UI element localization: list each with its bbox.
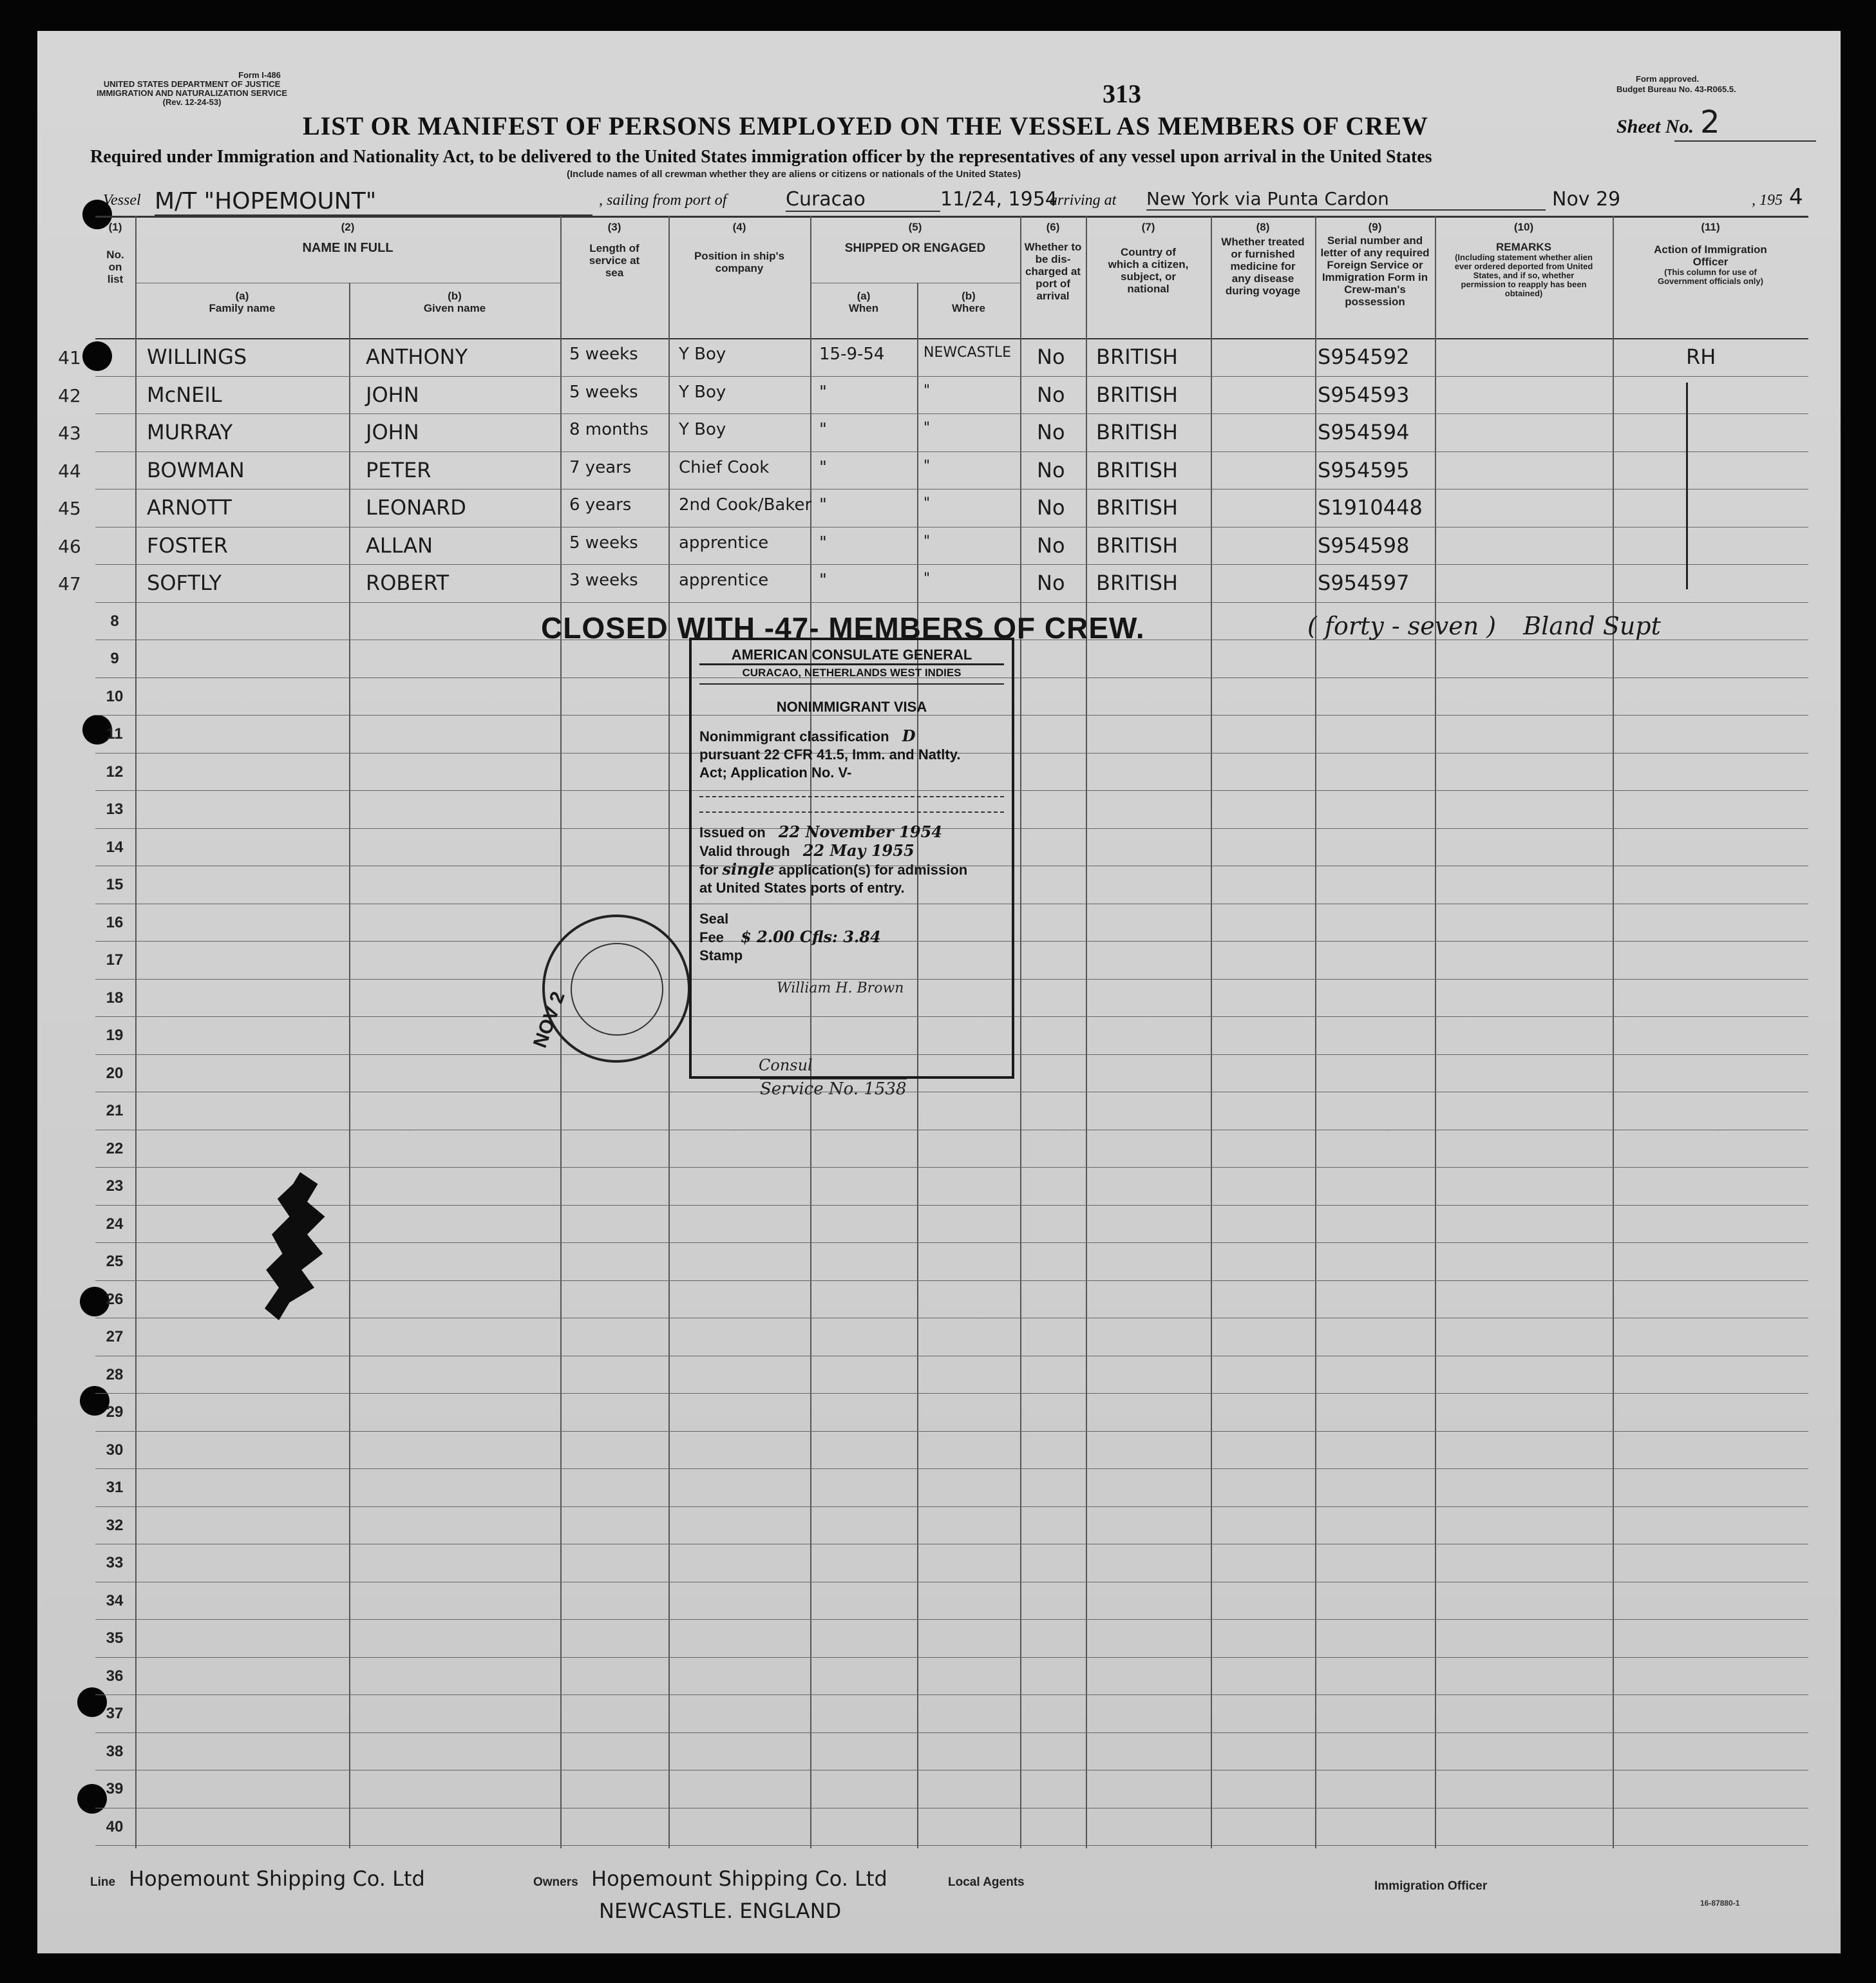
- header-col-9-label: Serial number and letter of any required Foreign Service or Immigration Form in Crew-man's possession: [1320, 234, 1430, 308]
- row-number: 17: [106, 951, 124, 969]
- crew-where: ": [924, 533, 931, 549]
- crew-serial: S954597: [1318, 571, 1410, 595]
- vessel-label: Vessel: [103, 192, 141, 209]
- crew-serial: S954592: [1318, 345, 1410, 369]
- crew-country: BRITISH: [1096, 533, 1178, 558]
- crew-serial: S954598: [1318, 533, 1410, 558]
- header-col-9: [1315, 221, 1435, 308]
- row-number: 18: [106, 989, 124, 1007]
- page-title: LIST OR MANIFEST OF PERSONS EMPLOYED ON THE VESSEL AS MEMBERS OF CREW: [303, 111, 1428, 140]
- stamp-valid: [699, 842, 1004, 860]
- sailing-port: Curacao: [786, 188, 940, 212]
- row-number: 31: [106, 1479, 124, 1496]
- crew-country: BRITISH: [1096, 420, 1178, 444]
- crew-given: ANTHONY: [366, 345, 468, 369]
- row-number: 25: [106, 1253, 124, 1270]
- row-number: 24: [106, 1215, 124, 1233]
- crew-position: apprentice: [679, 533, 769, 553]
- closed-count-handwritten: [1307, 612, 1661, 640]
- header-col-5: [810, 221, 1020, 254]
- crew-serial: S954595: [1318, 457, 1410, 482]
- header-col-2a: [135, 290, 349, 314]
- for-rest: application(s) for admission: [778, 862, 968, 878]
- table-row-rule: [95, 1657, 1808, 1658]
- form-approved: Form approved.: [1636, 74, 1700, 84]
- column-divider: [1020, 216, 1021, 1848]
- header-col-5a: [810, 290, 917, 314]
- row-number: 43: [58, 422, 81, 444]
- table-row-rule: [95, 1619, 1808, 1620]
- header-col-7: [1086, 221, 1211, 295]
- crew-position: 2nd Cook/Baker: [679, 495, 812, 515]
- row-number: 23: [106, 1177, 124, 1195]
- row-number: 19: [106, 1027, 124, 1044]
- header-col-11-number: (11): [1701, 221, 1720, 233]
- stamp-classification: [699, 727, 1004, 746]
- crew-when: ": [819, 571, 827, 590]
- table-row-rule: [95, 1468, 1808, 1469]
- header-col-9-number: (9): [1368, 221, 1382, 233]
- header-col-2b-number: (b): [448, 290, 462, 302]
- year-value: 4: [1789, 184, 1803, 210]
- table-row-rule: [95, 1732, 1808, 1733]
- year-label: , 195: [1752, 192, 1783, 209]
- row-number: 15: [106, 876, 124, 893]
- stamp-application-no: Act; Application No. V-: [699, 764, 852, 781]
- header-col-5a-label: When: [848, 302, 879, 314]
- date-stamp: [542, 915, 690, 1063]
- stamp-for: [699, 860, 1004, 879]
- table-row-rule: [95, 1167, 1808, 1168]
- date-stamp-text: NOV 2: [529, 989, 569, 1051]
- header-col-3: [560, 221, 668, 279]
- header-col-4: [668, 221, 810, 274]
- header-col-4-number: (4): [732, 221, 746, 233]
- table-row-rule: [95, 1506, 1808, 1507]
- row-number: 16: [106, 913, 124, 931]
- crew-action: RH: [1686, 345, 1716, 369]
- row-number: 33: [106, 1554, 124, 1571]
- table-row-rule: [95, 564, 1808, 565]
- header-col-1: [95, 221, 135, 285]
- row-number: 37: [106, 1705, 124, 1722]
- crew-when: ": [819, 495, 827, 515]
- row-number: 8: [110, 612, 119, 630]
- row-number: 34: [106, 1591, 124, 1609]
- table-row-rule: [95, 413, 1808, 414]
- row-number: 10: [106, 687, 124, 705]
- table-row-rule: [95, 1845, 1808, 1846]
- row-number: 42: [58, 384, 81, 406]
- arrival-date: Nov 29: [1552, 188, 1621, 211]
- column-divider: [1613, 216, 1614, 1848]
- crew-country: BRITISH: [1096, 571, 1178, 595]
- crew-service: 5 weeks: [569, 533, 638, 553]
- header-col-2-number: (2): [341, 221, 355, 233]
- header-col-11-label: Action of Immigration Officer: [1654, 243, 1767, 268]
- row-number: 28: [106, 1365, 124, 1383]
- header-col-3-number: (3): [607, 221, 621, 233]
- sailing-label: , sailing from port of: [599, 192, 727, 209]
- arriving-label: arriving at: [1050, 192, 1117, 209]
- header-col-5a-number: (a): [857, 290, 871, 302]
- crew-family: MURRAY: [147, 420, 233, 444]
- stamp-title: AMERICAN CONSULATE GENERAL: [699, 647, 1004, 665]
- stamp-stamp: Stamp: [699, 947, 743, 963]
- sheet-label: Sheet No.: [1616, 116, 1694, 137]
- header-col-11-note: (This column for use of Government officials only): [1658, 267, 1763, 286]
- crew-family: BOWMAN: [147, 457, 245, 482]
- header-col-7-number: (7): [1141, 221, 1155, 233]
- crew-country: BRITISH: [1096, 382, 1178, 407]
- header-col-2-label: NAME IN FULL: [302, 241, 393, 255]
- crew-given: LEONARD: [366, 495, 466, 520]
- header-col-8-label: Whether treated or furnished medicine for any disease during voyage: [1221, 236, 1305, 297]
- row-number: 11: [106, 725, 123, 743]
- crew-country: BRITISH: [1096, 495, 1178, 520]
- classification-value: D: [902, 726, 916, 745]
- header-col-3-label: Length of service at sea: [589, 242, 640, 279]
- header-col-8-number: (8): [1256, 221, 1270, 233]
- stamp-pursuant: pursuant 22 CFR 41.5, Imm. and Natlty.: [699, 746, 961, 763]
- header-col-6-label: Whether to be dis-charged at port of arrival: [1024, 241, 1082, 302]
- row-number: 39: [106, 1780, 124, 1798]
- page-subtitle: Required under Immigration and Nationality Act, to be delivered to the United States immigration officer by the representatives of any vessel upon arrival in the United States: [90, 147, 1432, 167]
- table-row-rule: [95, 602, 1808, 603]
- crew-position: Y Boy: [679, 382, 726, 402]
- page-number: 313: [1103, 79, 1141, 108]
- crew-discharged: No: [1037, 345, 1065, 369]
- header-col-5b-label: Where: [952, 302, 985, 314]
- line-label: Line: [90, 1875, 116, 1889]
- crew-discharged: No: [1037, 533, 1065, 558]
- stamp-divider: [699, 801, 1004, 813]
- header-col-8: [1211, 221, 1315, 297]
- crew-discharged: No: [1037, 495, 1065, 520]
- row-number: 41: [58, 347, 81, 368]
- crew-when: ": [819, 420, 827, 439]
- table-rule: [95, 216, 1808, 218]
- owners-label: Owners: [533, 1875, 578, 1889]
- crew-service: 5 weeks: [569, 345, 638, 364]
- fee-value: $ 2.00 Cfls: 3.84: [741, 927, 881, 946]
- table-row-rule: [95, 1431, 1808, 1432]
- crew-family: ARNOTT: [147, 495, 232, 520]
- form-number: Form I-486: [238, 70, 281, 80]
- row-number: 26: [106, 1290, 124, 1308]
- row-number: 36: [106, 1667, 124, 1685]
- row-number: 21: [106, 1102, 124, 1119]
- crew-service: 5 weeks: [569, 382, 638, 402]
- crew-discharged: No: [1037, 571, 1065, 595]
- crew-family: McNEIL: [147, 382, 222, 407]
- crew-when: ": [819, 457, 827, 477]
- crew-position: Y Boy: [679, 420, 726, 439]
- column-divider: [1315, 216, 1316, 1848]
- stamp-issued: [699, 823, 1004, 842]
- for-value: single: [722, 860, 775, 878]
- stamp-divider: [699, 786, 1004, 797]
- header-col-10-number: (10): [1513, 221, 1534, 233]
- row-number: 27: [106, 1328, 124, 1345]
- line-value: Hopemount Shipping Co. Ltd: [129, 1866, 425, 1891]
- crew-discharged: No: [1037, 382, 1065, 407]
- vessel-name: M/T "HOPEMOUNT": [155, 188, 592, 216]
- row-number: 47: [58, 573, 81, 594]
- row-number: 44: [58, 460, 81, 482]
- stamp-subtitle: CURACAO, NETHERLANDS WEST INDIES: [699, 665, 1004, 685]
- owners-address: NEWCASTLE. ENGLAND: [599, 1899, 842, 1923]
- stamp-fee: [699, 928, 1004, 947]
- row-number: 12: [106, 763, 124, 781]
- crew-given: ROBERT: [366, 571, 450, 595]
- table-row-rule: [95, 451, 1808, 452]
- table-row-rule: [95, 376, 1808, 377]
- header-col-2b-label: Given name: [423, 302, 486, 314]
- issued-date: 22 November 1954: [778, 822, 942, 841]
- row-number: 35: [106, 1629, 124, 1647]
- row-number: 45: [58, 498, 81, 519]
- arrival-port: New York via Punta Cardon: [1146, 188, 1546, 211]
- crew-where: ": [924, 420, 931, 436]
- crew-country: BRITISH: [1096, 345, 1178, 369]
- crew-where: ": [924, 571, 931, 587]
- table-row-rule: [95, 1694, 1808, 1695]
- crew-given: ALLAN: [366, 533, 433, 558]
- stamp-seal: Seal: [699, 911, 729, 927]
- header-col-10-note: (Including statement whether alien ever ordered deported from United States, and if so, whether permission to reapply has been obtained): [1454, 252, 1593, 298]
- superintendent-signature: Bland Supt: [1523, 612, 1661, 640]
- column-divider: [1086, 216, 1087, 1848]
- row-number: 22: [106, 1139, 124, 1157]
- crew-discharged: No: [1037, 457, 1065, 482]
- column-divider: [1435, 216, 1436, 1848]
- crew-where: ": [924, 457, 931, 474]
- header-col-1-number: (1): [108, 221, 122, 233]
- sailing-date: 11/24, 1954: [940, 188, 1057, 211]
- check-mark-line: [1686, 383, 1688, 590]
- header-col-2a-label: Family name: [209, 302, 276, 314]
- row-number: 30: [106, 1441, 124, 1459]
- header-col-7-label: Country of which a citizen, subject, or national: [1108, 246, 1189, 295]
- header-col-5-number: (5): [908, 221, 922, 233]
- table-rule: [95, 338, 1808, 339]
- table-row-rule: [95, 1280, 1808, 1281]
- header-col-2b: [349, 290, 560, 314]
- header-col-4-label: Position in ship's company: [694, 250, 785, 274]
- stamp-ports: at United States ports of entry.: [699, 880, 905, 896]
- column-divider: [349, 283, 350, 1848]
- consulate-visa-stamp: [689, 638, 1014, 1079]
- crew-family: SOFTLY: [147, 571, 222, 595]
- crew-given: JOHN: [366, 420, 419, 444]
- crew-serial: S1910448: [1318, 495, 1423, 520]
- service-name: IMMIGRATION AND NATURALIZATION SERVICE: [97, 88, 288, 98]
- crew-discharged: No: [1037, 420, 1065, 444]
- budget-approval: [1616, 74, 1736, 95]
- agency-name: UNITED STATES DEPARTMENT OF JUSTICE: [103, 79, 281, 89]
- form-identifier: [97, 71, 287, 107]
- header-col-6: [1020, 221, 1086, 302]
- form-code: 16-87880-1: [1700, 1899, 1740, 1908]
- row-number: 9: [110, 650, 119, 667]
- header-col-5-label: SHIPPED OR ENGAGED: [844, 242, 986, 255]
- date-stamp-inner-ring: [571, 943, 663, 1036]
- header-col-11: [1613, 221, 1808, 286]
- crew-service: 7 years: [569, 457, 632, 477]
- header-col-5b: [917, 290, 1020, 314]
- consul-name: William H. Brown: [777, 980, 904, 996]
- header-col-5b-number: (b): [962, 290, 976, 302]
- row-number: 40: [106, 1817, 124, 1836]
- immigration-officer-label: Immigration Officer: [1374, 1879, 1488, 1893]
- crew-position: Y Boy: [679, 345, 726, 364]
- crew-where: ": [924, 382, 931, 399]
- crew-position: Chief Cook: [679, 457, 770, 477]
- row-number: 46: [58, 535, 81, 557]
- crew-position: apprentice: [679, 571, 769, 590]
- stamp-visa-type: NONIMMIGRANT VISA: [776, 699, 927, 715]
- fee-label: Fee: [699, 929, 724, 945]
- table-row-rule: [95, 1393, 1808, 1394]
- sheet-number: 2: [1674, 104, 1816, 142]
- voyage-line: [103, 184, 1810, 216]
- row-number: 20: [106, 1064, 124, 1082]
- crew-country: BRITISH: [1096, 457, 1178, 482]
- crew-given: PETER: [366, 457, 431, 482]
- crew-service: 6 years: [569, 495, 632, 515]
- column-divider: [135, 216, 137, 1848]
- table-row-rule: [95, 1205, 1808, 1206]
- crew-where: ": [924, 495, 931, 511]
- crew-serial: S954593: [1318, 382, 1410, 407]
- crew-given: JOHN: [366, 382, 419, 407]
- crew-when: 15-9-54: [819, 345, 885, 364]
- for-label: for: [699, 862, 719, 878]
- consul-title: Consul: [759, 1056, 813, 1074]
- crew-where: NEWCASTLE: [924, 345, 1012, 361]
- header-col-10-label: REMARKS: [1496, 241, 1551, 253]
- crew-family: FOSTER: [147, 533, 228, 558]
- header-col-2a-number: (a): [235, 290, 249, 302]
- crew-service: 8 months: [569, 420, 649, 439]
- row-number: 29: [106, 1403, 124, 1421]
- local-agents-label: Local Agents: [948, 1875, 1025, 1889]
- form-revision: (Rev. 12-24-53): [162, 97, 222, 107]
- classification-label: Nonimmigrant classification: [699, 728, 889, 745]
- owners-value: Hopemount Shipping Co. Ltd: [591, 1866, 887, 1891]
- table-row-rule: [95, 1242, 1808, 1243]
- row-number: 13: [106, 801, 124, 818]
- valid-date: 22 May 1955: [802, 841, 914, 860]
- service-number: Service No. 1538: [760, 1079, 907, 1099]
- row-number: 38: [106, 1742, 124, 1760]
- budget-bureau-number: Budget Bureau No. 43-R065.5.: [1616, 84, 1736, 94]
- crew-family: WILLINGS: [147, 345, 247, 369]
- issued-label: Issued on: [699, 824, 766, 840]
- column-divider: [1211, 216, 1212, 1848]
- header-col-6-number: (6): [1046, 221, 1060, 233]
- valid-label: Valid through: [699, 843, 790, 859]
- header-col-2: [135, 221, 560, 254]
- closed-count-words: ( forty - seven ): [1307, 612, 1497, 640]
- crew-when: ": [819, 533, 827, 553]
- crew-service: 3 weeks: [569, 571, 638, 590]
- row-number: 32: [106, 1516, 124, 1534]
- crew-serial: S954594: [1318, 420, 1410, 444]
- header-col-10: [1435, 221, 1613, 298]
- instruction-text: (Include names of all crewman whether they are aliens or citizens or nationals of the United States): [567, 169, 1021, 180]
- crew-when: ": [819, 382, 827, 402]
- header-col-1-label: No. on list: [106, 249, 124, 285]
- closed-statement: CLOSED WITH -47- MEMBERS OF CREW.: [541, 611, 1145, 645]
- row-number: 14: [106, 838, 124, 856]
